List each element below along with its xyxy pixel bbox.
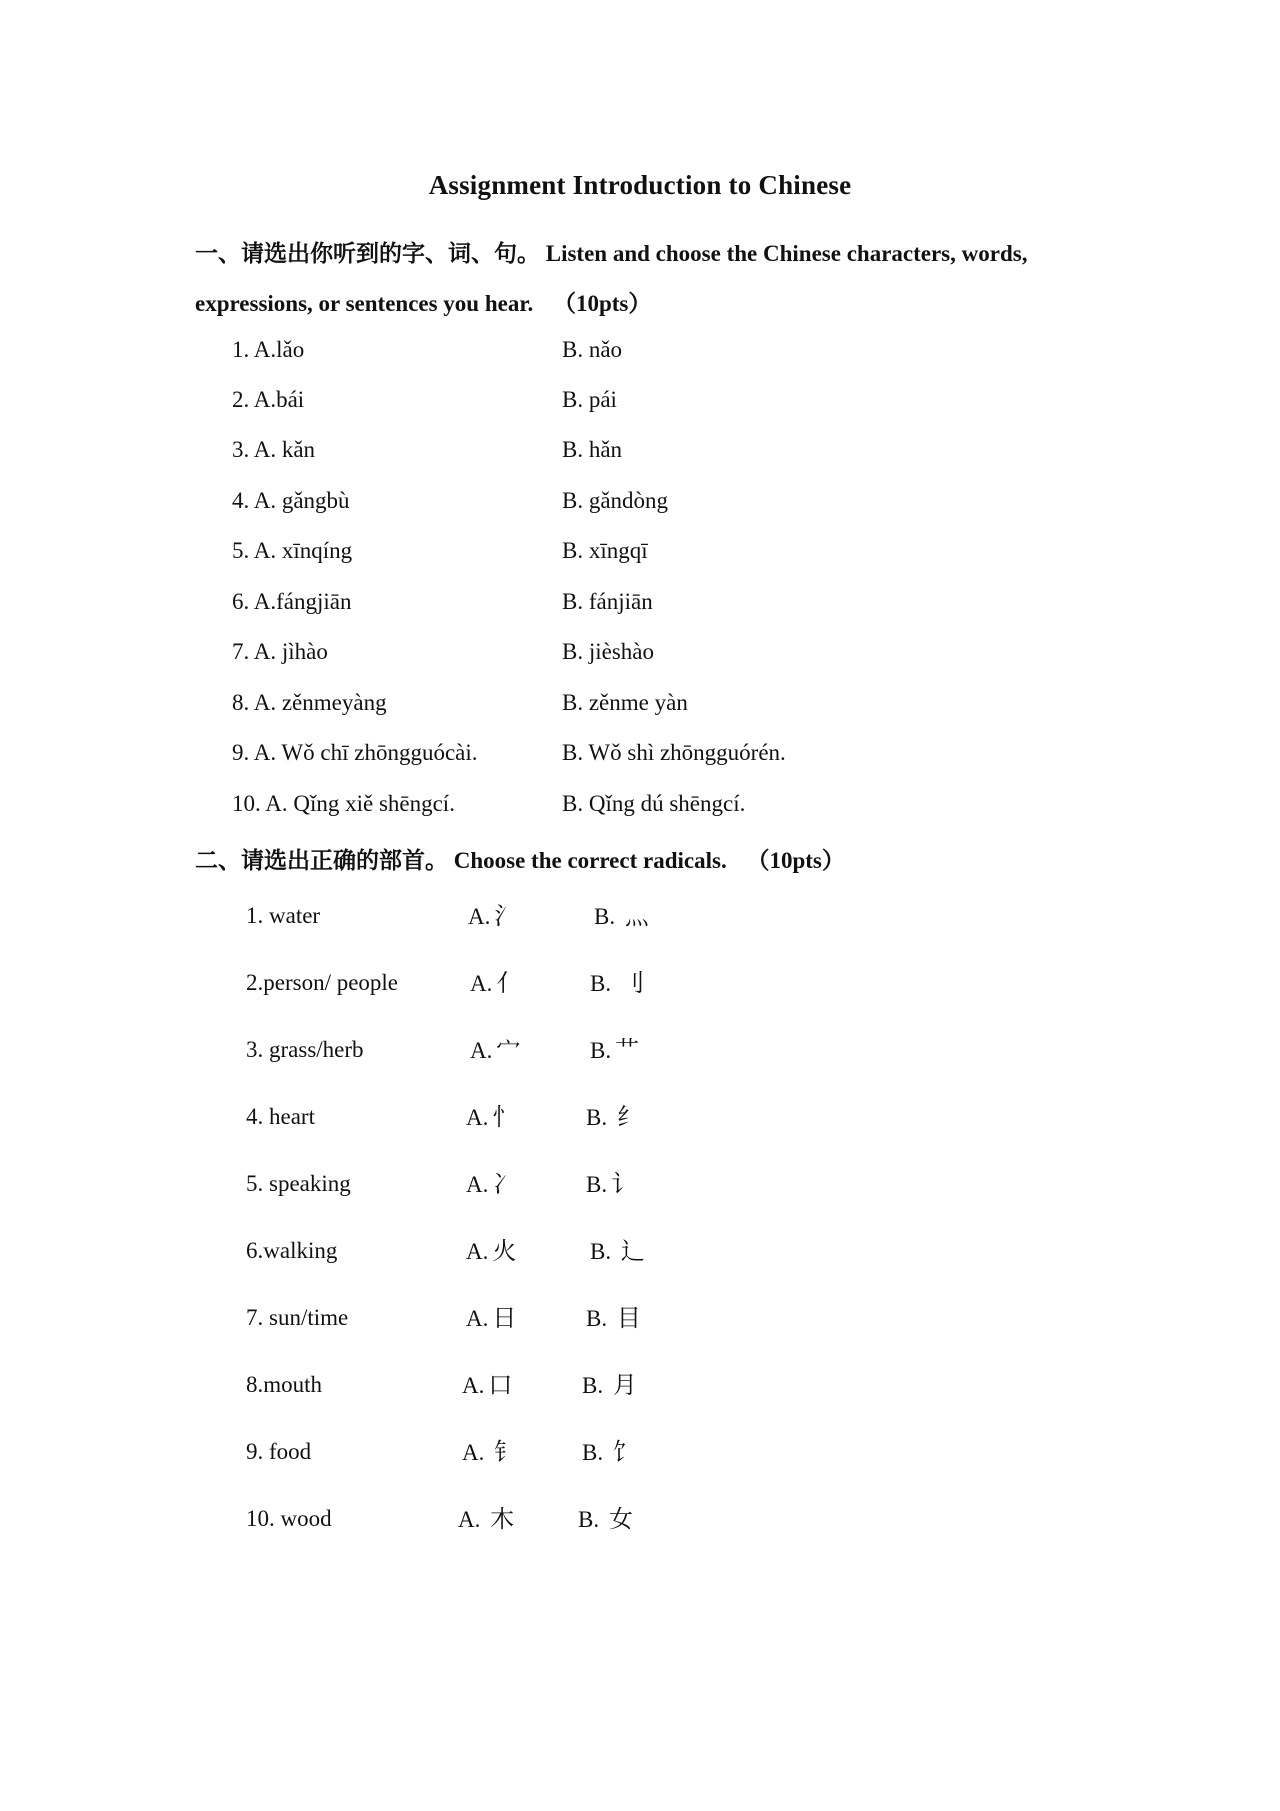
option-b-radical: 月 [612, 1371, 637, 1399]
section2-heading-en: Choose the correct radicals. [453, 848, 727, 873]
item-number: 8. [232, 690, 250, 715]
option-b-label: B. [582, 1440, 604, 1465]
option-b: B. xīngqī [562, 538, 648, 563]
option-a-label: A. [458, 1507, 481, 1532]
item-number: 7. [232, 639, 250, 664]
radical-meaning: 9. food [246, 1439, 312, 1464]
document-title: Assignment Introduction to Chinese [428, 170, 852, 200]
radical-meaning: 7. sun/time [246, 1305, 349, 1330]
option-b-label: B. [590, 1239, 612, 1264]
option-b: B. jièshào [562, 639, 654, 664]
option-a: A. kǎn [253, 437, 316, 462]
option-a: A. gǎngbù [253, 488, 350, 513]
option-a-label: A. [466, 1172, 489, 1197]
option-a-label: A. [466, 1306, 489, 1331]
radical-meaning: 1. water [246, 903, 321, 928]
option-a-radical: 冫 [492, 1170, 517, 1198]
option-b-radical: 辶 [620, 1237, 645, 1265]
option-b-label: B. [594, 904, 616, 929]
option-b-radical: 女 [608, 1505, 633, 1533]
item-number: 6. [232, 589, 250, 614]
option-b-radical: 纟 [616, 1103, 641, 1131]
option-b-label: B. [586, 1306, 608, 1331]
section1-heading-continued [195, 285, 651, 318]
radical-meaning: 4. heart [246, 1104, 315, 1129]
option-a-label: A. [466, 1239, 489, 1264]
radical-meaning: 6.walking [246, 1238, 338, 1263]
option-b: B. Wǒ shì zhōngguórén. [562, 740, 786, 765]
option-b-radical: 刂 [620, 969, 645, 997]
option-a: A.lǎo [253, 337, 305, 362]
option-b-radical: 目 [616, 1304, 641, 1332]
option-a-label: A. [468, 904, 491, 929]
option-a-label: A. [470, 1038, 493, 1063]
option-b: B. fánjiān [562, 589, 653, 614]
item-number: 5. [232, 538, 250, 563]
item-number: 4. [232, 488, 250, 513]
section2-heading-cn: 二、请选出正确的部首。 [195, 848, 448, 874]
option-a-label: A. [470, 971, 493, 996]
section2-heading [195, 842, 845, 875]
option-b-label: B. [582, 1373, 604, 1398]
option-b-radical: 灬 [624, 902, 649, 930]
option-b-label: B. [590, 1038, 612, 1063]
section1-heading-en-line1: Listen and choose the Chinese characters, words, [545, 241, 1028, 266]
item-number: 2. [232, 387, 250, 412]
radical-meaning: 3. grass/herb [246, 1037, 364, 1062]
option-a: A. jìhào [253, 639, 328, 664]
option-a-label: A. [462, 1440, 485, 1465]
option-a-radical: 木 [490, 1505, 515, 1533]
option-a: A.bái [253, 387, 305, 412]
option-a-radical: 宀 [496, 1036, 521, 1064]
radical-meaning: 10. wood [246, 1506, 332, 1531]
option-b-radical: 饣 [612, 1438, 637, 1466]
option-b-label: B. [586, 1172, 608, 1197]
option-a-radical: 忄 [492, 1103, 517, 1131]
option-a-radical: 日 [492, 1304, 517, 1332]
option-a-radical: 火 [492, 1237, 517, 1265]
section1-heading [195, 235, 1027, 268]
option-b: B. zěnme yàn [562, 690, 688, 715]
option-a: A. xīnqíng [253, 538, 353, 563]
option-a-radical: 口 [488, 1371, 513, 1399]
option-a-radical: 氵 [494, 902, 519, 930]
option-a: A. Wǒ chī zhōngguócài. [253, 740, 478, 765]
option-b: B. gǎndòng [562, 488, 669, 513]
option-b: B. hǎn [562, 437, 623, 462]
item-number: 9. [232, 740, 250, 765]
item-number: 10. [232, 791, 261, 816]
section2-points: （10pts） [746, 848, 845, 873]
radical-meaning: 5. speaking [246, 1171, 351, 1196]
option-b: B. nǎo [562, 337, 623, 362]
item-number: 3. [232, 437, 250, 462]
radical-meaning: 2.person/ people [246, 970, 399, 995]
option-a: A. zěnmeyàng [253, 690, 387, 715]
option-a-radical: 钅 [494, 1438, 519, 1466]
section1-heading-en-line2: expressions, or sentences you hear. [195, 291, 534, 316]
option-a: A. Qǐng xiě shēngcí. [265, 791, 455, 816]
option-b-radical: 讠 [611, 1170, 636, 1198]
option-b-label: B. [578, 1507, 600, 1532]
option-a-label: A. [462, 1373, 485, 1398]
section1-heading-cn: 一、请选出你听到的字、词、句。 [195, 241, 540, 267]
section1-points: （10pts） [552, 291, 652, 316]
option-b-radical: 艹 [615, 1036, 640, 1064]
option-b-label: B. [590, 971, 612, 996]
option-b-label: B. [586, 1105, 608, 1130]
option-b: B. pái [562, 387, 617, 412]
option-a-label: A. [466, 1105, 489, 1130]
option-a: A.fángjiān [253, 589, 352, 614]
option-b: B. Qǐng dú shēngcí. [562, 791, 746, 816]
option-a-radical: 亻 [496, 969, 521, 997]
item-number: 1. [232, 337, 250, 362]
radical-meaning: 8.mouth [246, 1372, 323, 1397]
